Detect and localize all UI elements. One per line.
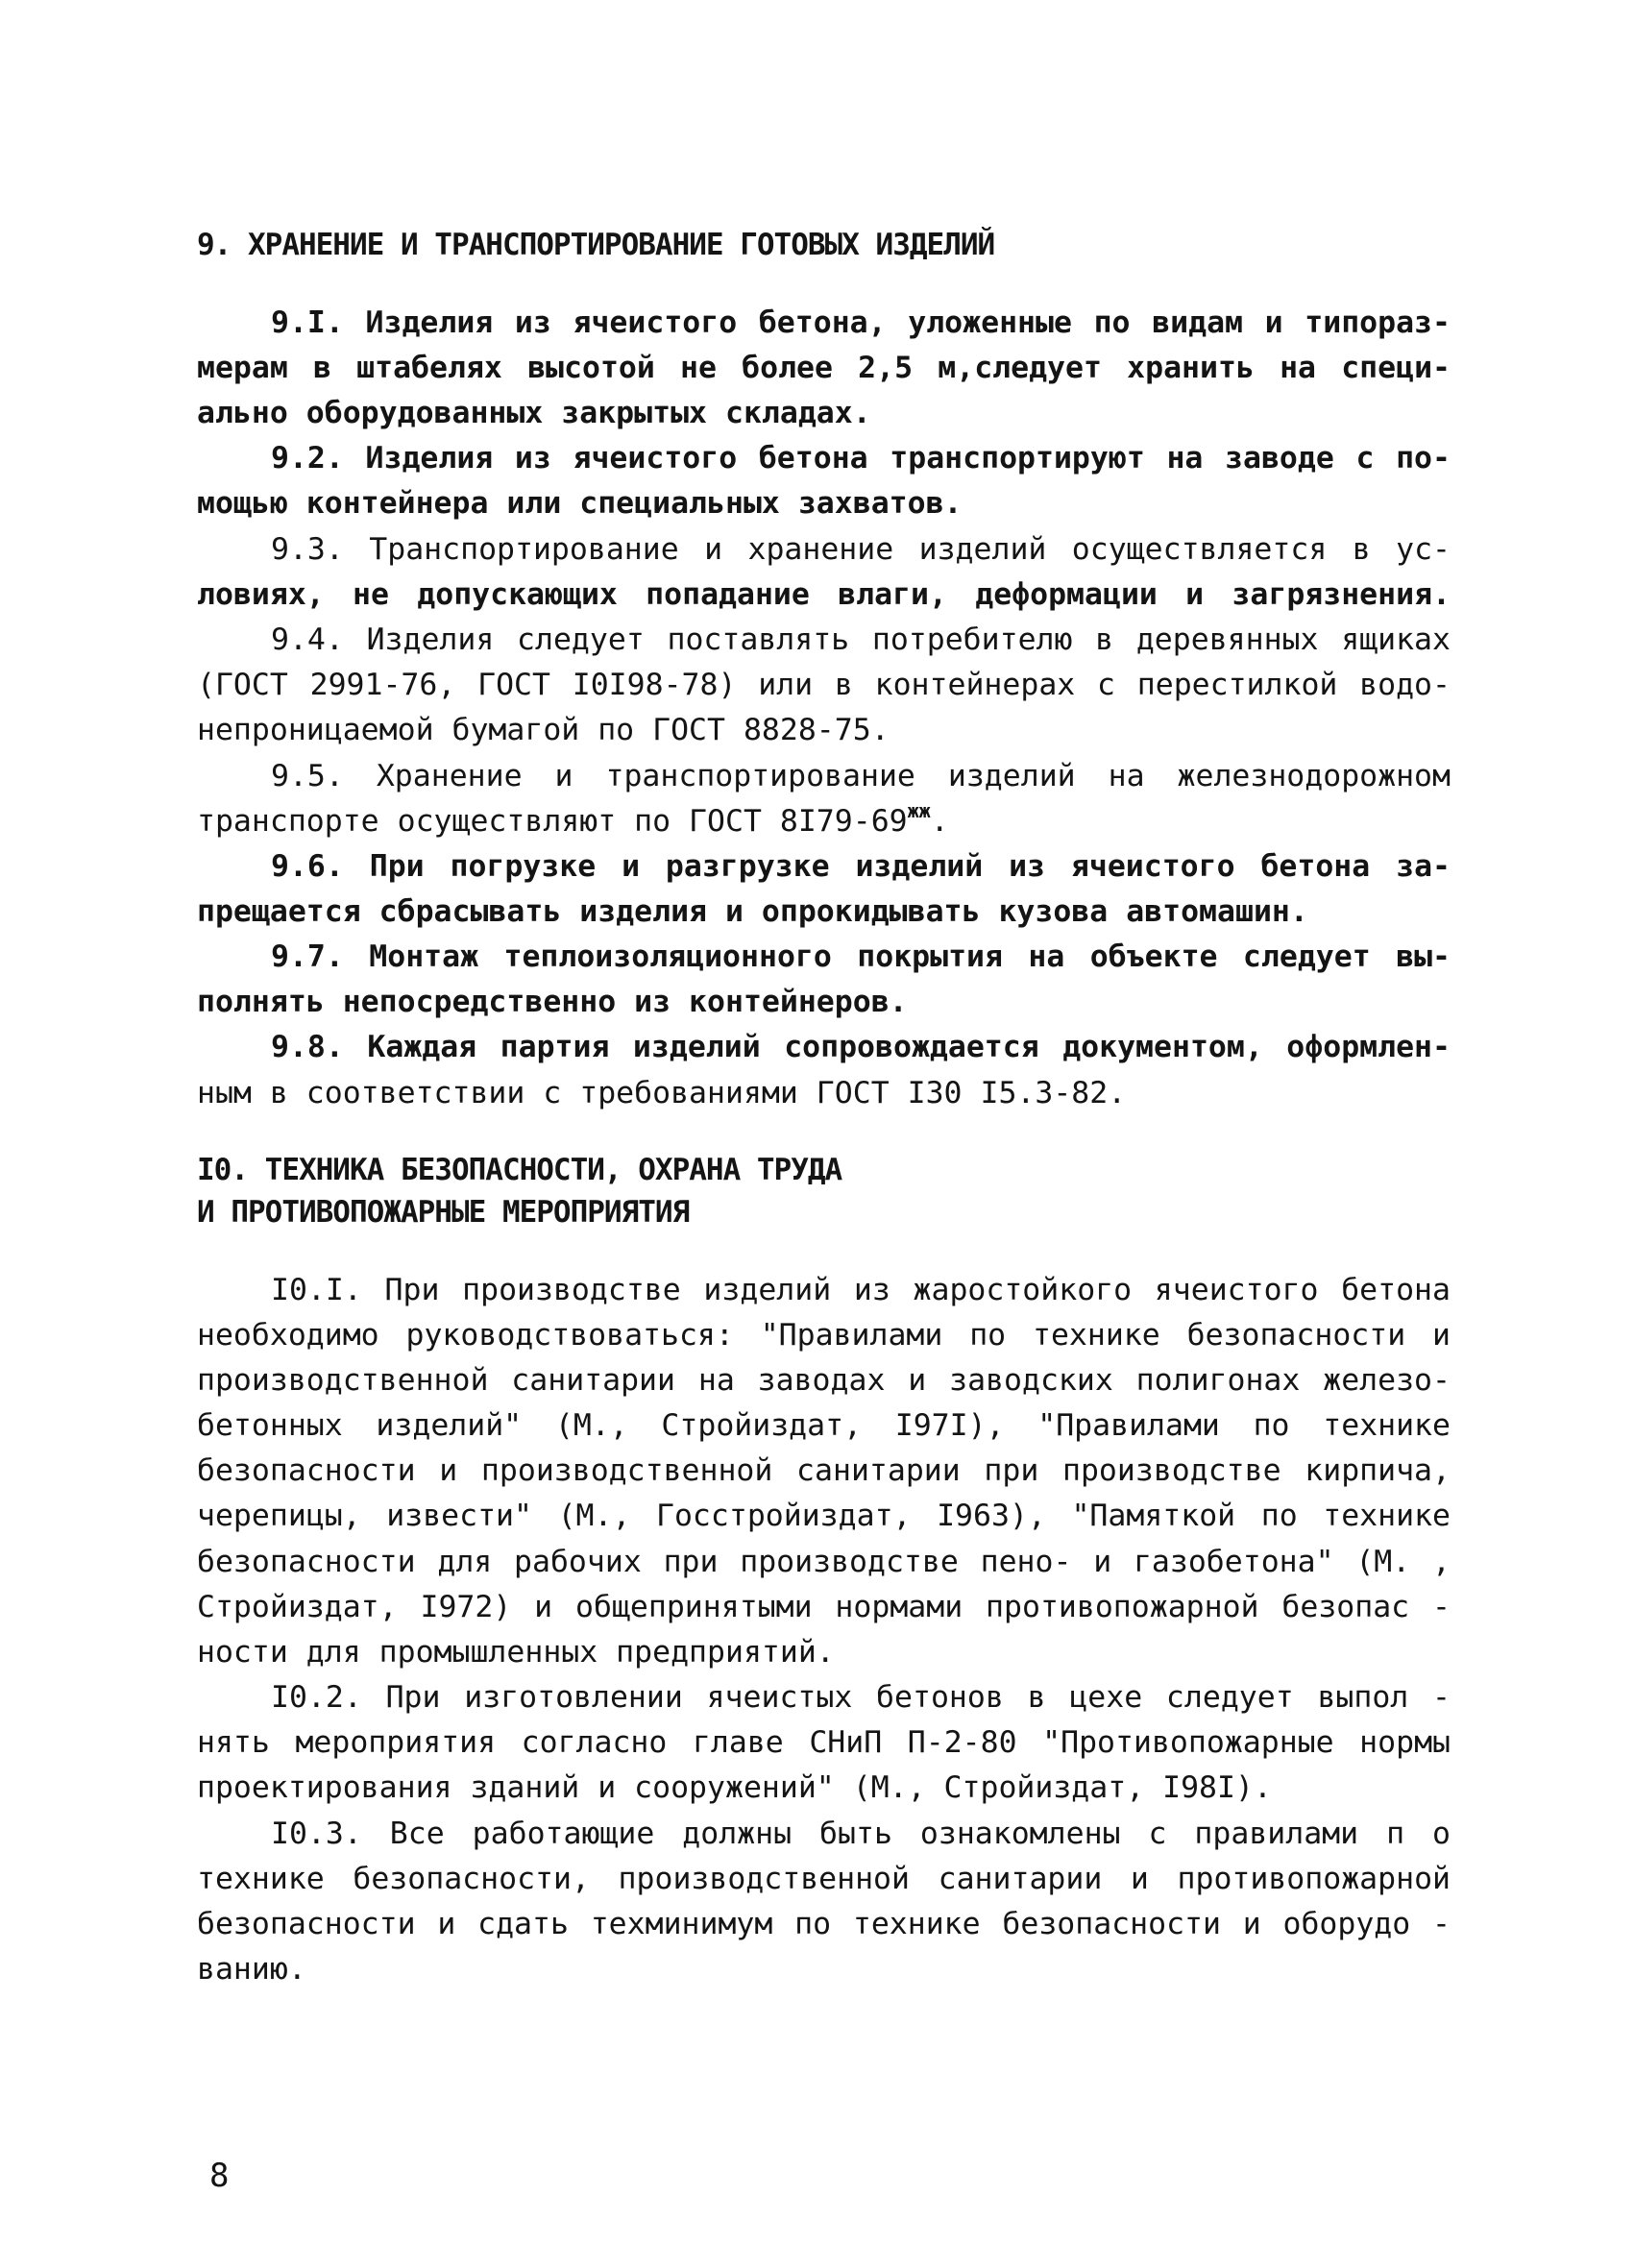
paragraph-line: 9.5. Хранение и транспортирование изделий на железнодорожном	[271, 759, 1451, 793]
paragraph-line: безопасности и производственной санитарии при производстве кирпича,	[197, 1453, 1451, 1488]
paragraph-line	[197, 799, 1451, 841]
paragraph-line: 9.3. Транспортирование и хранение изделий осуществляется в ус-	[271, 532, 1451, 567]
paragraph-line: ловиях, не допускающих попадание влаги, деформации и загрязнения.	[197, 577, 1451, 612]
paragraph-line: мощью контейнера или специальных захватов.	[197, 486, 963, 521]
paragraph-line: 9.7. Монтаж теплоизоляционного покрытия на объекте следует вы-	[271, 939, 1451, 974]
paragraph-line: 9.4. Изделия следует поставлять потребителю в деревянных ящиках	[271, 622, 1451, 657]
paragraph-line: ным в соответствии с требованиями ГОСТ I30 I5.3-82.	[197, 1076, 1127, 1110]
paragraph-line: 9.I. Изделия из ячеистого бетона, уложенные по видам и типораз-	[271, 305, 1451, 340]
section-10-heading-line-2: И ПРОТИВОПОЖАРНЫЕ МЕРОПРИЯТИЯ	[197, 1195, 690, 1230]
paragraph-line: необходимо руководствоваться: "Правилами по технике безопасности и	[197, 1318, 1451, 1353]
paragraph-line: ности для промышленных предприятий.	[197, 1635, 835, 1670]
paragraph-line: проектирования зданий и сооружений" (М., Стройиздат, I98I).	[197, 1770, 1272, 1805]
paragraph-line: непроницаемой бумагой по ГОСТ 8828-75.	[197, 713, 890, 747]
paragraph-line: 9.6. При погрузке и разгрузке изделий из ячеистого бетона за-	[271, 849, 1451, 884]
paragraph-line: (ГОСТ 2991-76, ГОСТ I0I98-78) или в контейнерах с перестилкой водо-	[197, 668, 1451, 702]
paragraph-line: бетонных изделий" (М., Стройиздат, I97I), "Правилами по технике	[197, 1408, 1451, 1443]
paragraph-line: мерам в штабелях высотой не более 2,5 м,следует хранить на специ-	[197, 351, 1451, 385]
paragraph-line: I0.2. При изготовлении ячеистых бетонов в цехе следует выпол -	[271, 1680, 1451, 1715]
paragraph-line: 9.2. Изделия из ячеистого бетона транспортируют на заводе с по-	[271, 441, 1451, 476]
page-number: 8	[209, 2157, 230, 2195]
paragraph-line: I0.3. Все работающие должны быть ознакомлены с правилами п о	[271, 1817, 1451, 1851]
paragraph-line: ванию.	[197, 1952, 306, 1987]
paragraph-line: прещается сбрасывать изделия и опрокидывать кузова автомашин.	[197, 894, 1308, 929]
paragraph-line: безопасности и сдать техминимум по технике безопасности и оборудо -	[197, 1907, 1451, 1941]
section-9-heading: 9. ХРАНЕНИЕ И ТРАНСПОРТИРОВАНИЕ ГОТОВЫХ ИЗДЕЛИЙ	[197, 228, 995, 262]
paragraph-line: 9.8. Каждая партия изделий сопровождается документом, оформлен-	[271, 1030, 1451, 1064]
paragraph-line-text: транспорте осуществляют по ГОСТ 8I79-69	[197, 804, 908, 839]
paragraph-line: производственной санитарии на заводах и заводских полигонах железо-	[197, 1363, 1451, 1398]
paragraph-line: ально оборудованных закрытых складах.	[197, 396, 871, 430]
paragraph-line: черепицы, извести" (М., Госстройиздат, I963), "Памяткой по технике	[197, 1499, 1451, 1533]
paragraph-line: полнять непосредственно из контейнеров.	[197, 985, 908, 1019]
paragraph-line: технике безопасности, производственной санитарии и противопожарной	[197, 1862, 1451, 1896]
paragraph-line: безопасности для рабочих при производстве пено- и газобетона" (М. ,	[197, 1545, 1451, 1579]
paragraph-line: нять мероприятия согласно главе СНиП П-2-80 "Противопожарные нормы	[197, 1725, 1451, 1760]
paragraph-line: I0.I. При производстве изделий из жаростойкого ячеистого бетона	[271, 1273, 1451, 1307]
footnote-mark: жж	[907, 799, 931, 822]
paragraph-line: Стройиздат, I972) и общепринятыми нормами противопожарной безопас -	[197, 1590, 1451, 1624]
line-end-period: .	[930, 804, 949, 839]
section-10-heading-line-1: I0. ТЕХНИКА БЕЗОПАСНОСТИ, ОХРАНА ТРУДА	[197, 1153, 842, 1187]
